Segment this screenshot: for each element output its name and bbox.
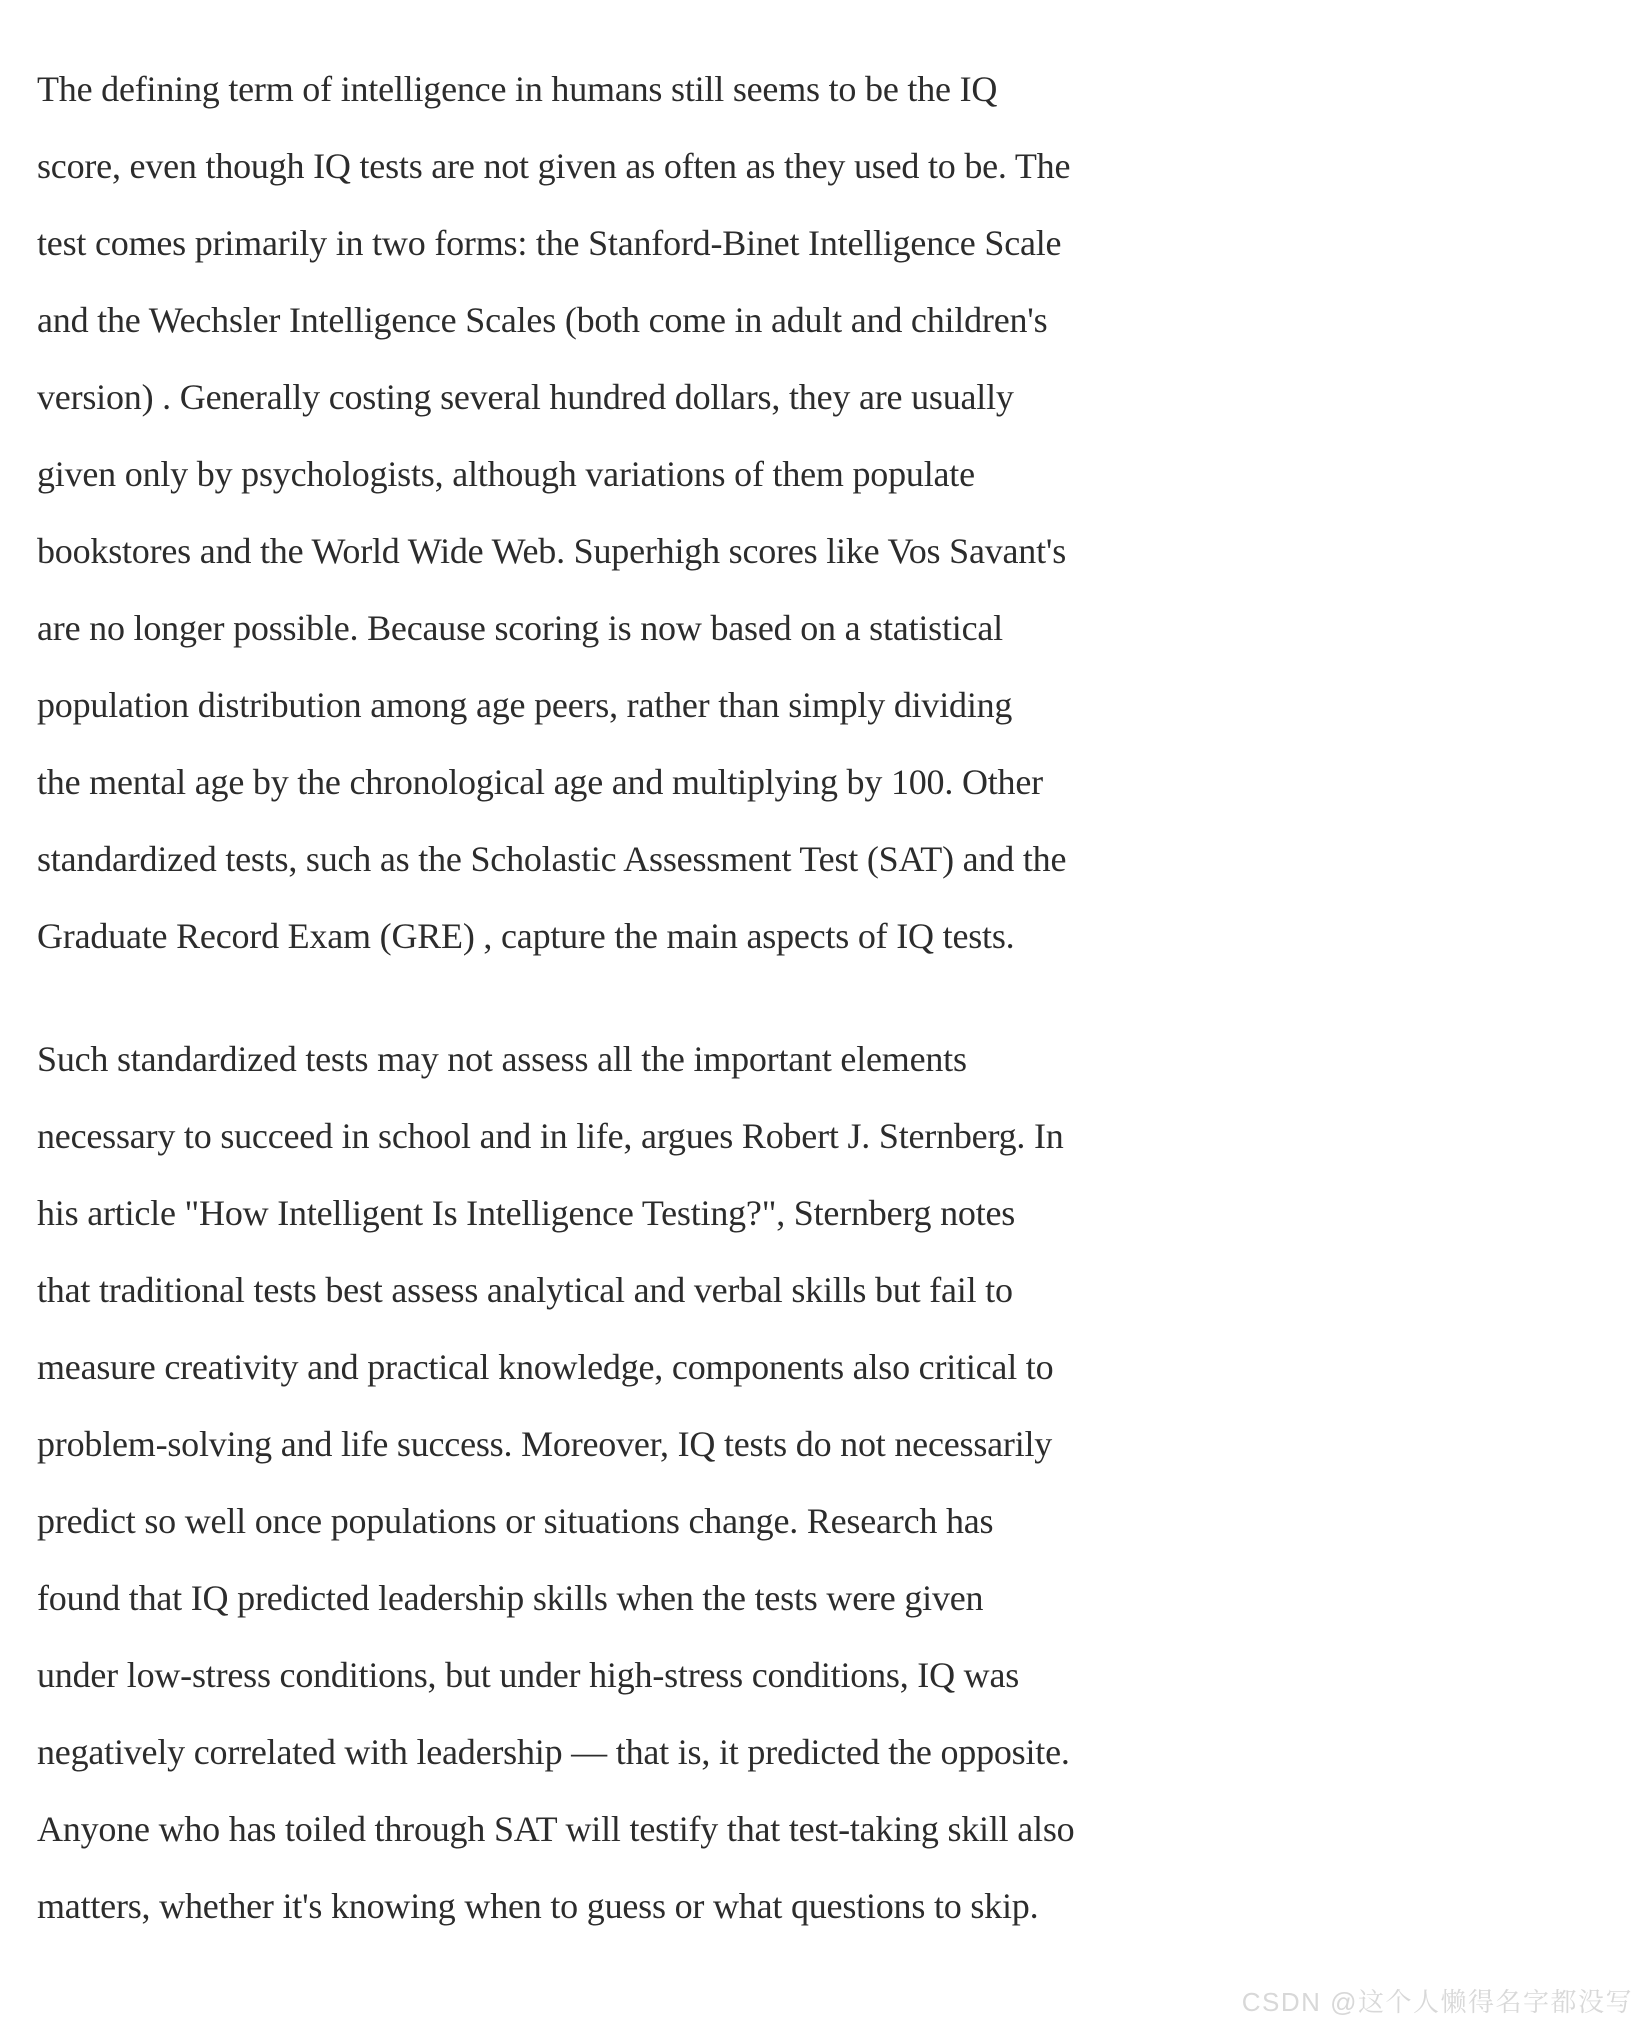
csdn-watermark: CSDN @这个人懒得名字都没写 (1241, 1987, 1633, 2017)
text-line: the mental age by the chronological age and multiplying by 100. Other (37, 762, 1043, 802)
paragraph-sternberg (37, 1021, 1640, 1945)
text-line: matters, whether it's knowing when to guess or what questions to skip. (37, 1886, 1039, 1926)
text-line: population distribution among age peers, rather than simply dividing (37, 685, 1013, 725)
text-line: predict so well once populations or situations change. Research has (37, 1501, 994, 1541)
text-line: under low-stress conditions, but under high-stress conditions, IQ was (37, 1655, 1020, 1695)
text-line: that traditional tests best assess analytical and verbal skills but fail to (37, 1270, 1013, 1310)
text-line: measure creativity and practical knowledge, components also critical to (37, 1347, 1054, 1387)
text-line: necessary to succeed in school and in life, argues Robert J. Sternberg. In (37, 1116, 1064, 1156)
text-line: The defining term of intelligence in humans still seems to be the IQ (37, 69, 998, 109)
text-line: negatively correlated with leadership — that is, it predicted the opposite. (37, 1732, 1070, 1772)
text-line: bookstores and the World Wide Web. Superhigh scores like Vos Savant's (37, 531, 1067, 571)
text-line: found that IQ predicted leadership skills when the tests were given (37, 1578, 984, 1618)
text-line: test comes primarily in two forms: the Stanford-Binet Intelligence Scale (37, 223, 1062, 263)
text-line: standardized tests, such as the Scholastic Assessment Test (SAT) and the (37, 839, 1067, 879)
text-line: version) . Generally costing several hundred dollars, they are usually (37, 377, 1014, 417)
text-line: are no longer possible. Because scoring is now based on a statistical (37, 608, 1003, 648)
text-line: problem-solving and life success. Moreover, IQ tests do not necessarily (37, 1424, 1053, 1464)
text-line: given only by psychologists, although variations of them populate (37, 454, 975, 494)
text-line: Graduate Record Exam (GRE) , capture the main aspects of IQ tests. (37, 916, 1015, 956)
text-line: Anyone who has toiled through SAT will testify that test-taking skill also (37, 1809, 1075, 1849)
text-line: his article "How Intelligent Is Intelligence Testing?", Sternberg notes (37, 1193, 1016, 1233)
text-line: score, even though IQ tests are not given as often as they used to be. The (37, 146, 1071, 186)
text-line: and the Wechsler Intelligence Scales (both come in adult and children's (37, 300, 1048, 340)
paragraph-iq-tests (37, 51, 1640, 975)
text-line: Such standardized tests may not assess all the important elements (37, 1039, 967, 1079)
